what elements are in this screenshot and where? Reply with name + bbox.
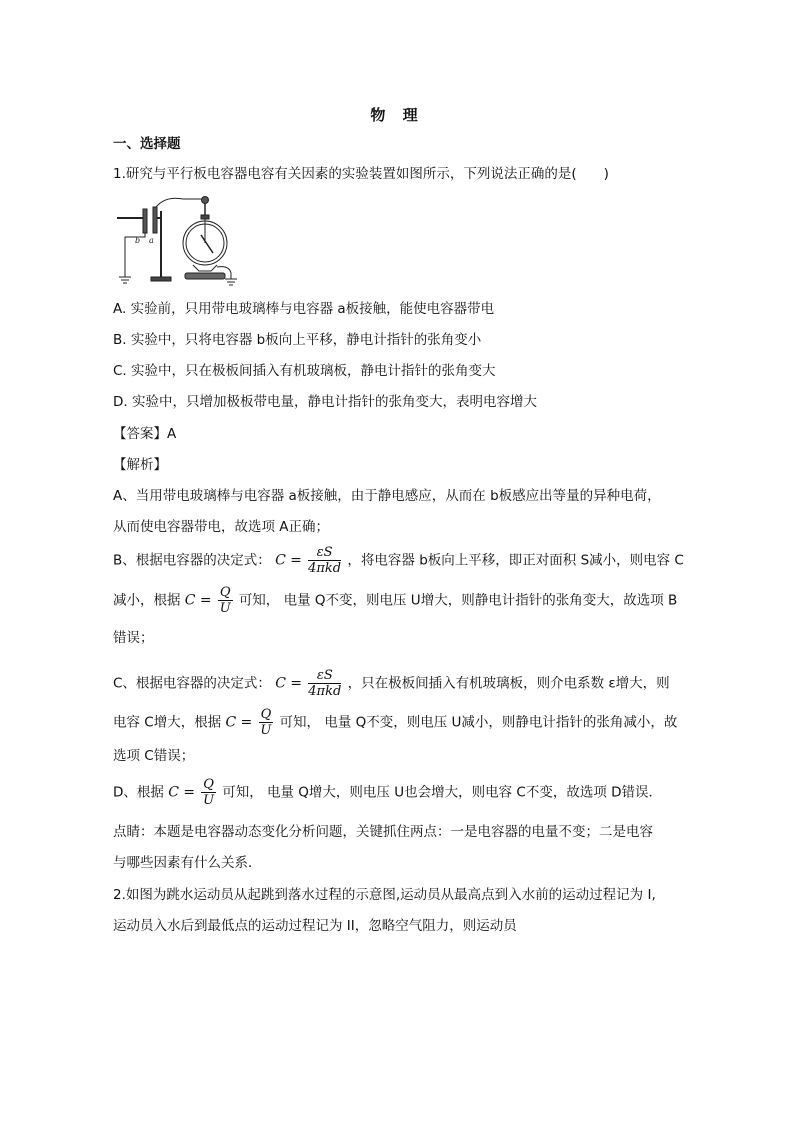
capacitance-fraction xyxy=(308,546,341,575)
formula-c: C xyxy=(168,784,179,801)
analysis-c-line-2 xyxy=(113,708,677,737)
analysis-c-line-1 xyxy=(113,669,670,698)
formula-c: C xyxy=(184,592,196,609)
analysis-b-line-1-pre: B、根据电容器的决定式： xyxy=(113,552,271,569)
analysis-d-line-1-pre: D、根据 xyxy=(113,784,164,801)
comment-line-1: 点睛：本题是电容器动态变化分析问题，关键抓住两点：一是电容器的电量不变；二是电容 xyxy=(113,824,653,840)
capacitance-denominator: 4πkd xyxy=(308,684,342,699)
formula-eq: = xyxy=(290,675,302,692)
option-b: B. 实验中，只将电容器 b板向上平移，静电计指针的张角变小 xyxy=(113,332,482,348)
comment-line-2: 与哪些因素有什么关系． xyxy=(113,855,262,871)
charge-numerator: Q xyxy=(219,585,231,600)
charge-numerator: Q xyxy=(260,707,272,722)
analysis-b-line-1-post: ，将电容器 b板向上平移，即正对面积 S减小，则电容 C xyxy=(347,552,684,569)
analysis-c-line-3: 选项 C错误； xyxy=(113,748,195,764)
plate-b-label: b xyxy=(135,236,141,245)
capacitance-numerator: εS xyxy=(308,669,341,684)
analysis-c-line-1-post: ，只在极板间插入有机玻璃板，则介电系数 ε增大，则 xyxy=(347,675,670,692)
formula-eq: = xyxy=(199,592,212,609)
analysis-d-line-1 xyxy=(113,778,662,807)
capacitance-fraction xyxy=(308,669,341,698)
option-c: C. 实验中，只在极板间插入有机玻璃板，静电计指针的张角变大 xyxy=(113,363,496,379)
analysis-c-line-1-pre: C、根据电容器的决定式： xyxy=(113,675,271,692)
charge-voltage-fraction xyxy=(201,778,216,807)
analysis-a-line-1: A、当用带电玻璃棒与电容器 a板接触，由于静电感应，从而在 b板感应出等量的异种电荷， xyxy=(113,488,661,504)
plate-a-label: a xyxy=(149,236,154,245)
analysis-a-line-2: 从而使电容器带电，故选项 A正确； xyxy=(113,519,330,535)
analysis-c-line-2-post: 可知， 电量 Q不变，则电压 U减小，则静电计指针的张角减小，故 xyxy=(279,714,678,731)
question-2-line-1: 2.如图为跳水运动员从起跳到落水过程的示意图,运动员从最高点到入水前的运动过程记为 I, xyxy=(113,887,656,903)
option-d: D. 实验中，只增加极板带电量，静电计指针的张角变大，表明电容增大 xyxy=(113,394,537,410)
capacitor-electrometer-figure xyxy=(113,195,251,287)
formula-c: C xyxy=(275,675,286,692)
formula-c: C xyxy=(275,552,286,569)
charge-voltage-fraction xyxy=(259,708,274,737)
question-1-stem: 1.研究与平行板电容器电容有关因素的实验装置如图所示，下列说法正确的是( ) xyxy=(113,166,609,182)
section-heading: 一、选择题 xyxy=(113,136,181,152)
option-a: A. 实验前，只用带电玻璃棒与电容器 a板接触，能使电容器带电 xyxy=(113,301,495,317)
voltage-denominator: U xyxy=(260,723,272,738)
formula-eq: = xyxy=(183,784,195,801)
formula-c: C xyxy=(225,714,237,731)
question-2-line-2: 运动员入水后到最低点的运动过程记为 II，忽略空气阻力，则运动员 xyxy=(113,918,517,934)
capacitance-denominator: 4πkd xyxy=(308,561,342,576)
formula-eq: = xyxy=(240,714,253,731)
analysis-b-line-1 xyxy=(113,546,684,575)
analysis-b-line-2 xyxy=(113,586,677,615)
analysis-label: 【解析】 xyxy=(113,457,167,473)
analysis-b-line-3: 错误； xyxy=(113,630,154,646)
answer-label: 【答案】A xyxy=(113,426,177,442)
formula-eq: = xyxy=(290,552,302,569)
capacitance-numerator: εS xyxy=(308,546,341,561)
page-title: 物 理 xyxy=(370,106,424,124)
analysis-b-line-2-post: 可知， 电量 Q不变，则电压 U增大，则静电计指针的张角变大，故选项 B xyxy=(238,592,678,609)
analysis-c-line-2-pre: 电容 C增大，根据 xyxy=(113,714,222,731)
charge-voltage-fraction xyxy=(218,586,233,615)
charge-numerator: Q xyxy=(203,777,214,792)
voltage-denominator: U xyxy=(203,793,215,808)
analysis-d-line-1-post: 可知， 电量 Q增大，则电压 U也会增大，则电容 C不变，故选项 D错误． xyxy=(222,784,663,801)
analysis-b-line-2-pre: 减小，根据 xyxy=(113,592,181,609)
voltage-denominator: U xyxy=(219,601,231,616)
